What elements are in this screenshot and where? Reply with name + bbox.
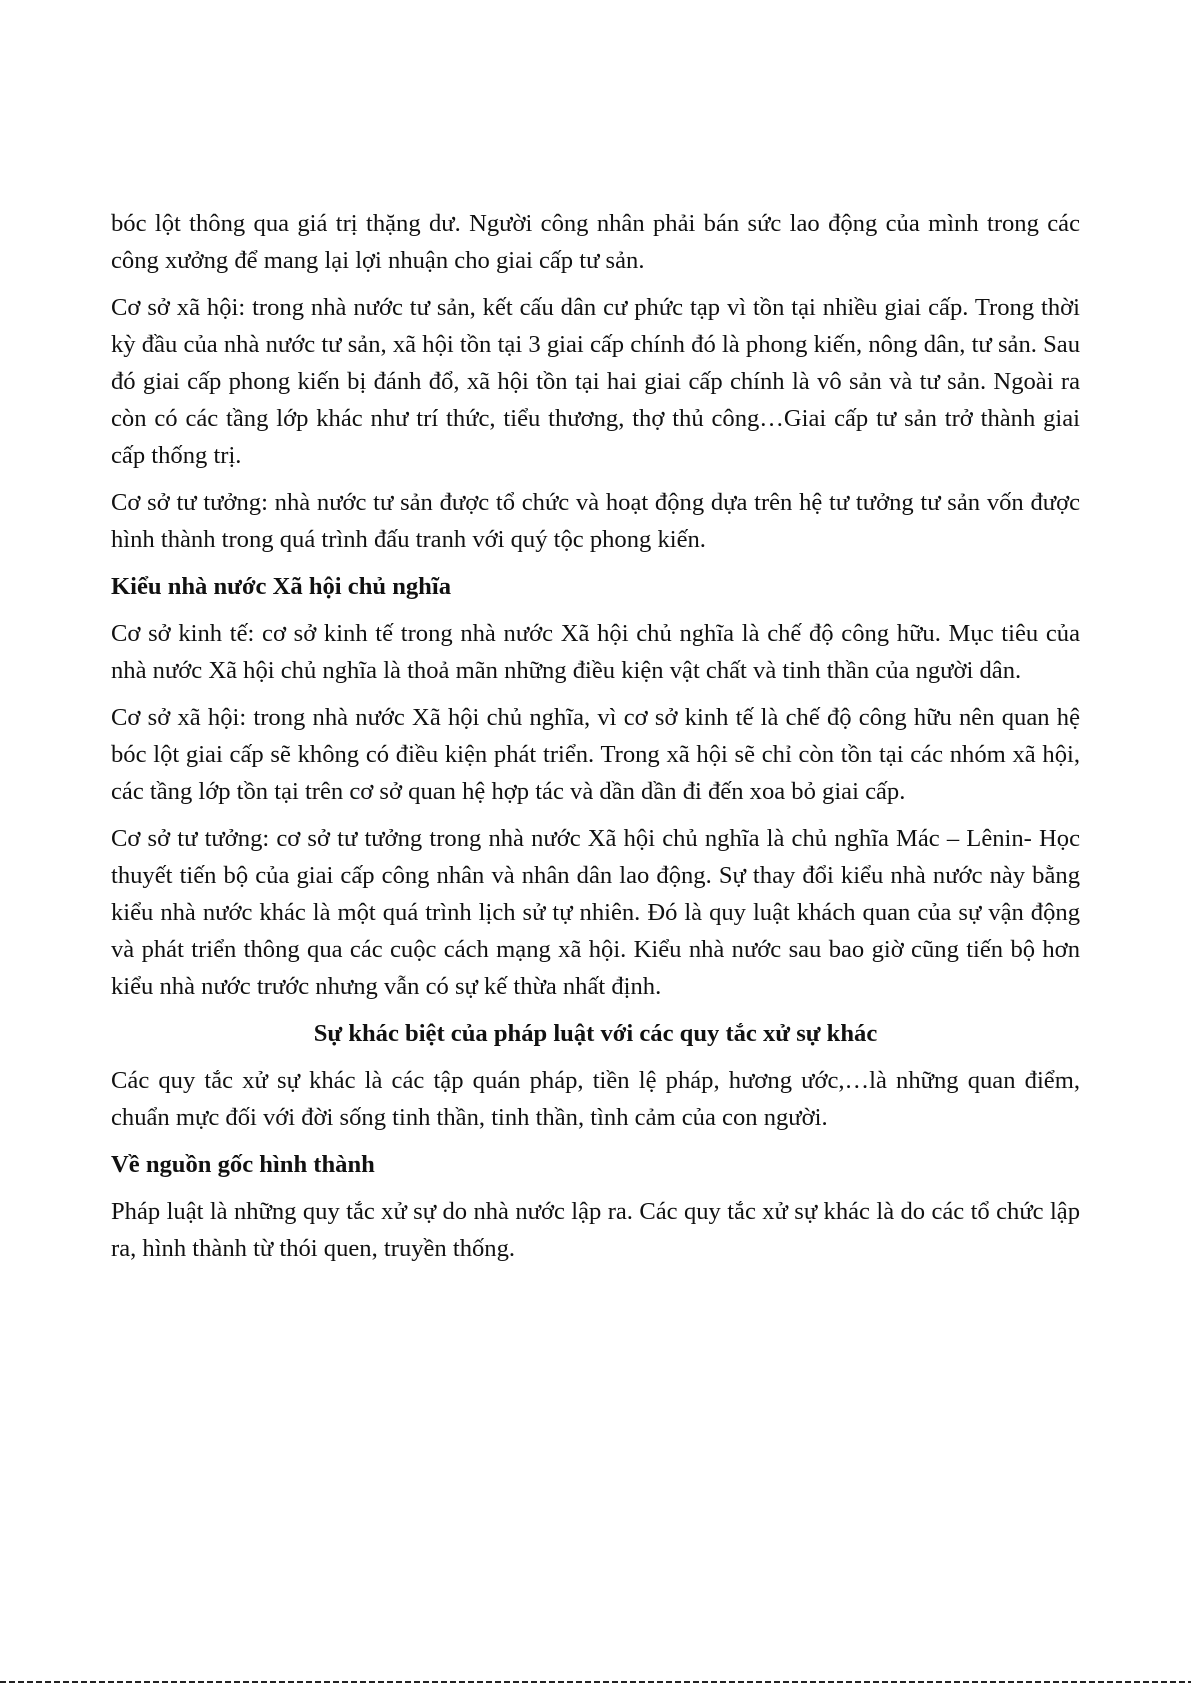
para-socialist-social-basis: Cơ sở xã hội: trong nhà nước Xã hội chủ nghĩa, vì cơ sở kinh tế là chế độ công hữu nên quan hệ bóc lột giai cấp sẽ không có điều kiện phát triển. Trong xã hội sẽ chỉ còn tồn tại các nhóm xã hội, các tầng lớp tồn tại trên cơ sở quan hệ hợp tác và dần dần đi đến xoa bỏ giai cấp. [111, 704, 1080, 805]
para-socialist-economic-basis: Cơ sở kinh tế: cơ sở kinh tế trong nhà nước Xã hội chủ nghĩa là chế độ công hữu. Mục tiêu của nhà nước Xã hội chủ nghĩa là thoả mãn những điều kiện vật chất và tinh thần của người dân. [111, 620, 1080, 684]
heading-socialist-state: Kiểu nhà nước Xã hội chủ nghĩa [111, 573, 451, 600]
para-bourgeois-ideological-basis: Cơ sở tư tưởng: nhà nước tư sản được tổ chức và hoạt động dựa trên hệ tư tưởng tư sản vốn được hình thành trong quá trình đấu tranh với quý tộc phong kiến. [111, 489, 1080, 553]
para-bourgeois-social-basis: Cơ sở xã hội: trong nhà nước tư sản, kết cấu dân cư phức tạp vì tồn tại nhiều giai cấp. Trong thời kỳ đầu của nhà nước tư sản, xã hội tồn tại 3 giai cấp chính đó là phong kiến, nông dân, tư sản. Sau đó giai cấp phong kiến bị đánh đổ, xã hội tồn tại hai giai cấp chính là vô sản và tư sản. Ngoài ra còn có các tầng lớp khác như trí thức, tiểu thương, thợ thủ công…Giai cấp tư sản trở thành giai cấp thống trị. [111, 294, 1080, 469]
para-continuation-exploitation: bóc lột thông qua giá trị thặng dư. Người công nhân phải bán sức lao động của mình trong các công xưởng để mang lại lợi nhuận cho giai cấp tư sản. [111, 210, 1080, 274]
heading-law-vs-other-rules: Sự khác biệt của pháp luật với các quy tắc xử sự khác [313, 1020, 878, 1047]
page-bottom-rule [0, 1681, 1191, 1683]
heading-origin: Về nguồn gốc hình thành [111, 1151, 375, 1178]
document-body [111, 205, 1080, 1277]
para-origin-comparison: Pháp luật là những quy tắc xử sự do nhà nước lập ra. Các quy tắc xử sự khác là do các tổ chức lập ra, hình thành từ thói quen, truyền thống. [111, 1198, 1080, 1262]
para-other-rules-definition: Các quy tắc xử sự khác là các tập quán pháp, tiền lệ pháp, hương ước,…là những quan điểm, chuẩn mực đối với đời sống tinh thần, tinh thần, tình cảm của con người. [111, 1067, 1080, 1131]
para-socialist-ideological-basis: Cơ sở tư tưởng: cơ sở tư tưởng trong nhà nước Xã hội chủ nghĩa là chủ nghĩa Mác – Lênin- Học thuyết tiến bộ của giai cấp công nhân và nhân dân lao động. Sự thay đổi kiểu nhà nước này bằng kiểu nhà nước khác là một quá trình lịch sử tự nhiên. Đó là quy luật khách quan của sự vận động và phát triển thông qua các cuộc cách mạng xã hội. Kiểu nhà nước sau bao giờ cũng tiến bộ hơn kiểu nhà nước trước nhưng vẫn có sự kế thừa nhất định. [111, 825, 1080, 1000]
